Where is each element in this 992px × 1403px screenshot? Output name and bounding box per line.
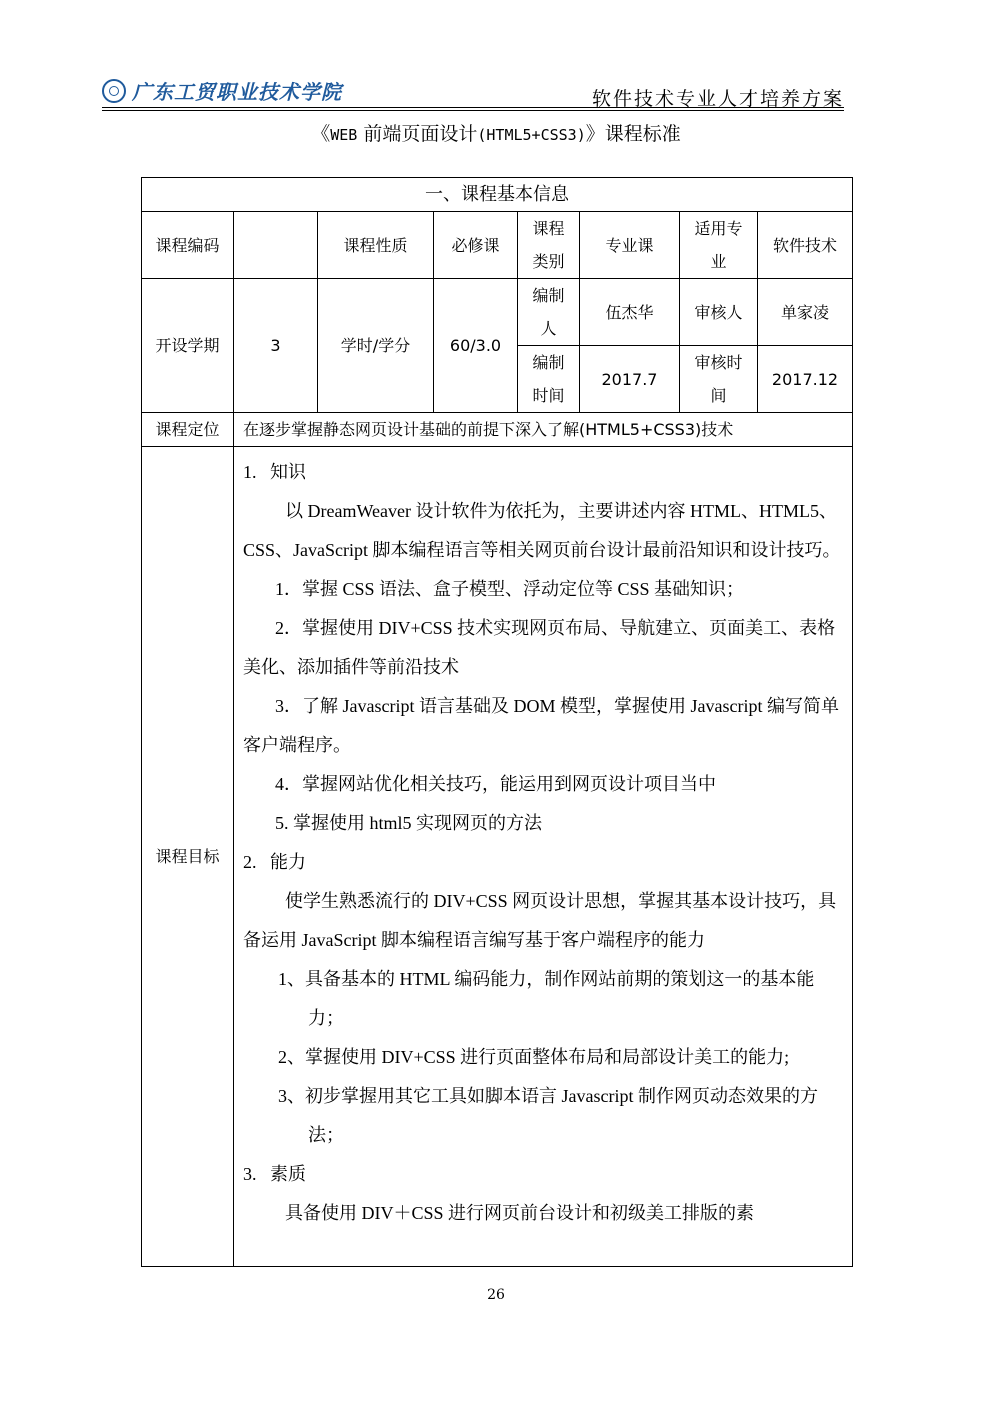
ability-heading: 2. 能力 bbox=[243, 852, 306, 872]
school-name: 广东工贸职业技术学院 bbox=[132, 80, 342, 104]
school-seal-icon bbox=[102, 79, 126, 103]
knowledge-intro: 以 DreamWeaver 设计软件为依托为，主要讲述内容 HTML、HTML5、CSS、JavaScript 脚本编程语言等相关网页前台设计最前沿知识和设计技巧。 bbox=[243, 501, 841, 560]
school-logo bbox=[102, 76, 342, 105]
table-row bbox=[142, 447, 853, 1267]
editor-label: 编制 人 bbox=[518, 279, 580, 346]
course-code-label: 课程编码 bbox=[142, 212, 234, 279]
quality-heading: 3. 素质 bbox=[243, 1164, 306, 1184]
header-rule-thin bbox=[102, 110, 844, 111]
plan-title: 软件技术专业人才培养方案 bbox=[591, 88, 844, 110]
course-nature-value: 必修课 bbox=[434, 212, 518, 279]
header-rule-thick bbox=[102, 107, 844, 108]
editor-value: 伍杰华 bbox=[580, 279, 680, 346]
section-title: 一、课程基本信息 bbox=[142, 178, 853, 212]
quality-intro: 具备使用 DIV＋CSS 进行网页前台设计和初级美工排版的素 bbox=[285, 1203, 755, 1223]
hours-credits-label: 学时/学分 bbox=[318, 279, 434, 413]
knowledge-heading: 1. 知识 bbox=[243, 462, 306, 482]
knowledge-item: 3．了解 Javascript 语言基础及 DOM 模型，掌握使用 Javascript 编写简单客户端程序。 bbox=[243, 696, 839, 755]
table-row bbox=[142, 279, 853, 346]
applicable-major-label: 适用专 业 bbox=[680, 212, 758, 279]
table-row bbox=[142, 212, 853, 279]
page-number: 26 bbox=[487, 1287, 505, 1303]
table-row bbox=[142, 413, 853, 447]
ability-intro: 使学生熟悉流行的 DIV+CSS 网页设计思想，掌握其基本设计技巧，具备运用 JavaScript 脚本编程语言编写基于客户端程序的能力 bbox=[243, 891, 837, 950]
course-nature-label: 课程性质 bbox=[318, 212, 434, 279]
document-title: 《WEB 前端页面设计(HTML5+CSS3)》课程标准 bbox=[311, 123, 681, 145]
positioning-label: 课程定位 bbox=[142, 413, 234, 447]
course-category-value: 专业课 bbox=[580, 212, 680, 279]
goals-content bbox=[234, 447, 853, 1267]
knowledge-item: 1．掌握 CSS 语法、盒子模型、浮动定位等 CSS 基础知识； bbox=[275, 579, 745, 599]
course-code-value bbox=[234, 212, 318, 279]
review-time-value: 2017.12 bbox=[758, 346, 853, 413]
edit-time-value: 2017.7 bbox=[580, 346, 680, 413]
applicable-major-value: 软件技术 bbox=[758, 212, 853, 279]
ability-item: 2、掌握使用 DIV+CSS 进行页面整体布局和局部设计美工的能力; bbox=[278, 1047, 790, 1067]
knowledge-item: 2．掌握使用 DIV+CSS 技术实现网页布局、导航建立、页面美工、表格美化、添加插件等前沿技术 bbox=[243, 618, 836, 677]
reviewer-value: 单家凌 bbox=[758, 279, 853, 346]
course-category-label: 课程 类别 bbox=[518, 212, 580, 279]
page-header bbox=[102, 74, 844, 108]
course-info-table bbox=[141, 177, 853, 1267]
ability-item: 1、具备基本的 HTML 编码能力，制作网站前期的策划这一的基本能力； bbox=[278, 969, 815, 1028]
goals-label: 课程目标 bbox=[142, 447, 234, 1267]
positioning-value: 在逐步掌握静态网页设计基础的前提下深入了解(HTML5+CSS3)技术 bbox=[234, 413, 853, 447]
semester-label: 开设学期 bbox=[142, 279, 234, 413]
edit-time-label: 编制 时间 bbox=[518, 346, 580, 413]
knowledge-item: 4．掌握网站优化相关技巧，能运用到网页设计项目当中 bbox=[275, 774, 716, 794]
review-time-label: 审核时 间 bbox=[680, 346, 758, 413]
semester-value: 3 bbox=[234, 279, 318, 413]
knowledge-item: 5. 掌握使用 html5 实现网页的方法 bbox=[275, 813, 543, 833]
section-title-row bbox=[142, 178, 853, 212]
hours-credits-value: 60/3.0 bbox=[434, 279, 518, 413]
ability-item: 3、初步掌握用其它工具如脚本语言 Javascript 制作网页动态效果的方法； bbox=[278, 1086, 818, 1145]
reviewer-label: 审核人 bbox=[680, 279, 758, 346]
